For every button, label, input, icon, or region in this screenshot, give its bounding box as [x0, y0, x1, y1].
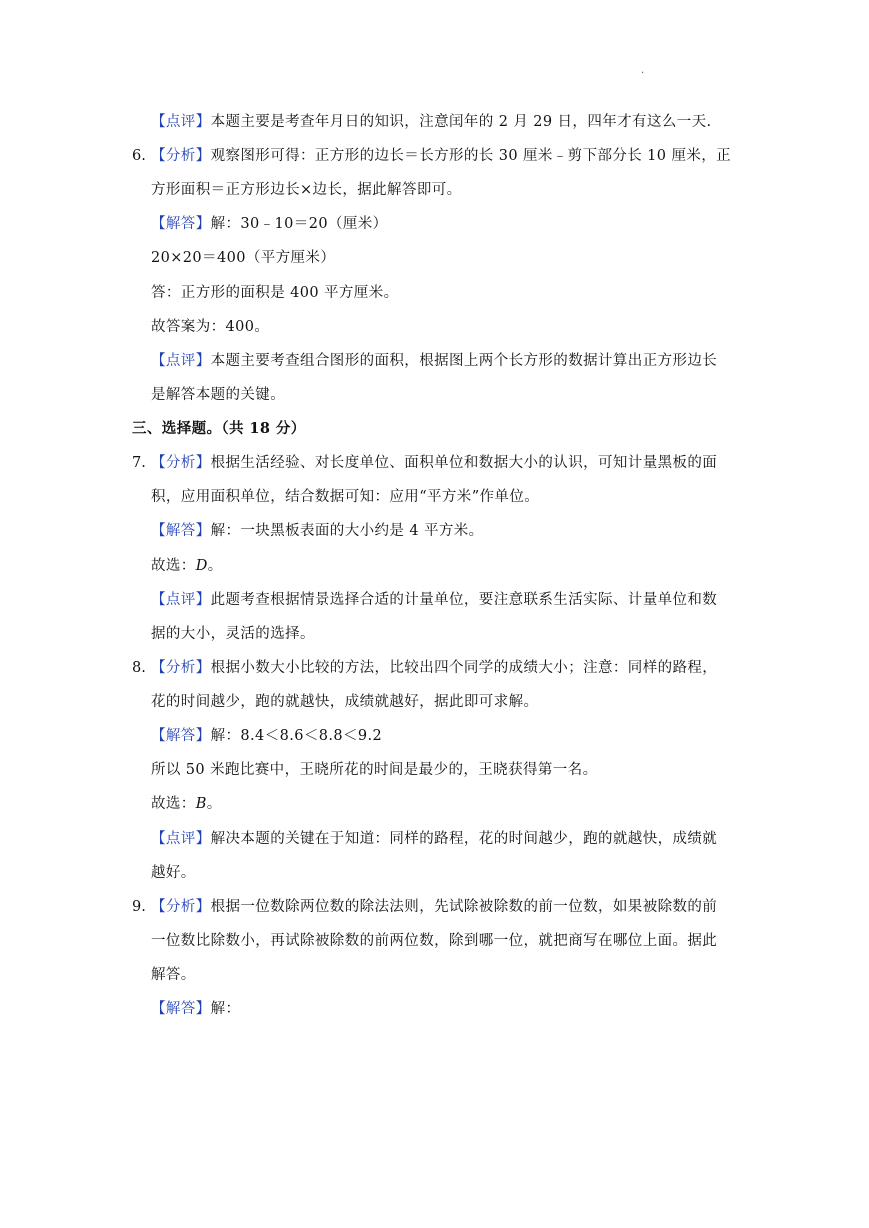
q8-analysis-text1: 根据小数大小比较的方法，比较出四个同学的成绩大小；注意：同样的路程， — [210, 660, 718, 676]
q8-comment-line1 — [151, 829, 717, 849]
q5-comment-text: 本题主要是考查年月日的知识，注意闰年的 2 月 29 日，四年才有这么一天. — [210, 114, 712, 130]
q9-analysis-line1 — [151, 897, 717, 917]
q7-comment-line1 — [151, 590, 717, 610]
q7-answer-text1: 解：一块黑板表面的大小约是 4 平方米。 — [210, 523, 484, 539]
q7-analysis-text1: 根据生活经验、对长度单位、面积单位和数据大小的认识，可知计量黑板的面 — [210, 455, 718, 471]
answer-tag: 【解答】 — [151, 1001, 211, 1017]
comment-tag: 【点评】 — [151, 114, 211, 130]
q7-answer-line2 — [151, 556, 223, 576]
q6-analysis-text1: 观察图形可得：正方形的边长＝长方形的长 30 厘米﹣剪下部分长 10 厘米，正 — [210, 148, 732, 164]
q6-number: 6. — [132, 148, 146, 164]
q6-answer-line2: 20×20＝400（平方厘米） — [151, 250, 336, 266]
analysis-tag: 【分析】 — [151, 148, 211, 164]
q9-analysis-line3: 解答。 — [151, 967, 196, 983]
comment-tag: 【点评】 — [151, 592, 211, 608]
q6-comment-line1 — [151, 351, 717, 371]
q8-answer-line2: 所以 50 米跑比赛中，王晓所花的时间是最少的，王晓获得第一名。 — [151, 762, 598, 778]
q8-comment-text1: 解决本题的关键在于知道：同样的路程，花的时间越少，跑的就越快，成绩就 — [210, 831, 718, 847]
q6-analysis-line1 — [151, 146, 731, 166]
q8-choice-suffix: 。 — [206, 796, 222, 812]
q7-number: 7. — [132, 455, 146, 471]
answer-tag: 【解答】 — [151, 728, 211, 744]
comment-tag: 【点评】 — [151, 831, 211, 847]
q7-analysis-line1 — [151, 453, 717, 473]
q9-answer-text1: 解： — [210, 1001, 241, 1017]
q7-answer-line1 — [151, 521, 484, 541]
q6-answer-text1: 解：30﹣10＝20（厘米） — [210, 216, 388, 232]
q7-choice-prefix: 故选： — [151, 558, 196, 574]
answer-tag: 【解答】 — [151, 216, 211, 232]
q6-answer-line3: 答：正方形的面积是 400 平方厘米。 — [151, 285, 399, 301]
q8-analysis-line2: 花的时间越少，跑的就越快，成绩就越好，据此即可求解。 — [151, 694, 539, 710]
q6-comment-line2: 是解答本题的关键。 — [151, 387, 286, 403]
q6-comment-text1: 本题主要考查组合图形的面积，根据图上两个长方形的数据计算出正方形边长 — [210, 353, 718, 369]
q7-choice-suffix: 。 — [207, 558, 223, 574]
answer-tag: 【解答】 — [151, 523, 211, 539]
q8-answer-line3 — [151, 794, 222, 814]
q7-comment-text1: 此题考查根据情景选择合适的计量单位，要注意联系生活实际、计量单位和数 — [210, 592, 718, 608]
q8-number: 8. — [132, 660, 146, 676]
q5-comment — [151, 112, 712, 132]
q6-answer-line1 — [151, 214, 388, 234]
section-heading: 三、选择题。（共 18 分） — [132, 420, 306, 437]
analysis-tag: 【分析】 — [151, 899, 211, 915]
q7-choice-letter: D — [195, 558, 208, 574]
q8-answer-text1: 解：8.4＜8.6＜8.8＜9.2 — [210, 728, 383, 744]
q6-analysis-line2: 方形面积＝正方形边长×边长，据此解答即可。 — [151, 182, 462, 198]
q6-answer-line4: 故答案为：400。 — [151, 319, 270, 335]
q9-number: 9. — [132, 899, 146, 915]
q9-analysis-text1: 根据一位数除两位数的除法法则，先试除被除数的前一位数，如果被除数的前 — [210, 899, 718, 915]
q9-answer-line1 — [151, 999, 240, 1019]
header-mark: . — [641, 65, 645, 76]
q8-analysis-line1 — [151, 658, 717, 678]
q9-analysis-line2: 一位数比除数小，再试除被除数的前两位数，除到哪一位，就把商写在哪位上面。据此 — [151, 933, 718, 949]
analysis-tag: 【分析】 — [151, 455, 211, 471]
q7-analysis-line2: 积，应用面积单位，结合数据可知：应用“平方米”作单位。 — [151, 489, 540, 505]
q7-comment-line2: 据的大小，灵活的选择。 — [151, 626, 315, 642]
q8-choice-letter: B — [195, 796, 207, 812]
q8-choice-prefix: 故选： — [151, 796, 196, 812]
q8-comment-line2: 越好。 — [151, 865, 196, 881]
q8-answer-line1 — [151, 726, 382, 746]
comment-tag: 【点评】 — [151, 353, 211, 369]
analysis-tag: 【分析】 — [151, 660, 211, 676]
